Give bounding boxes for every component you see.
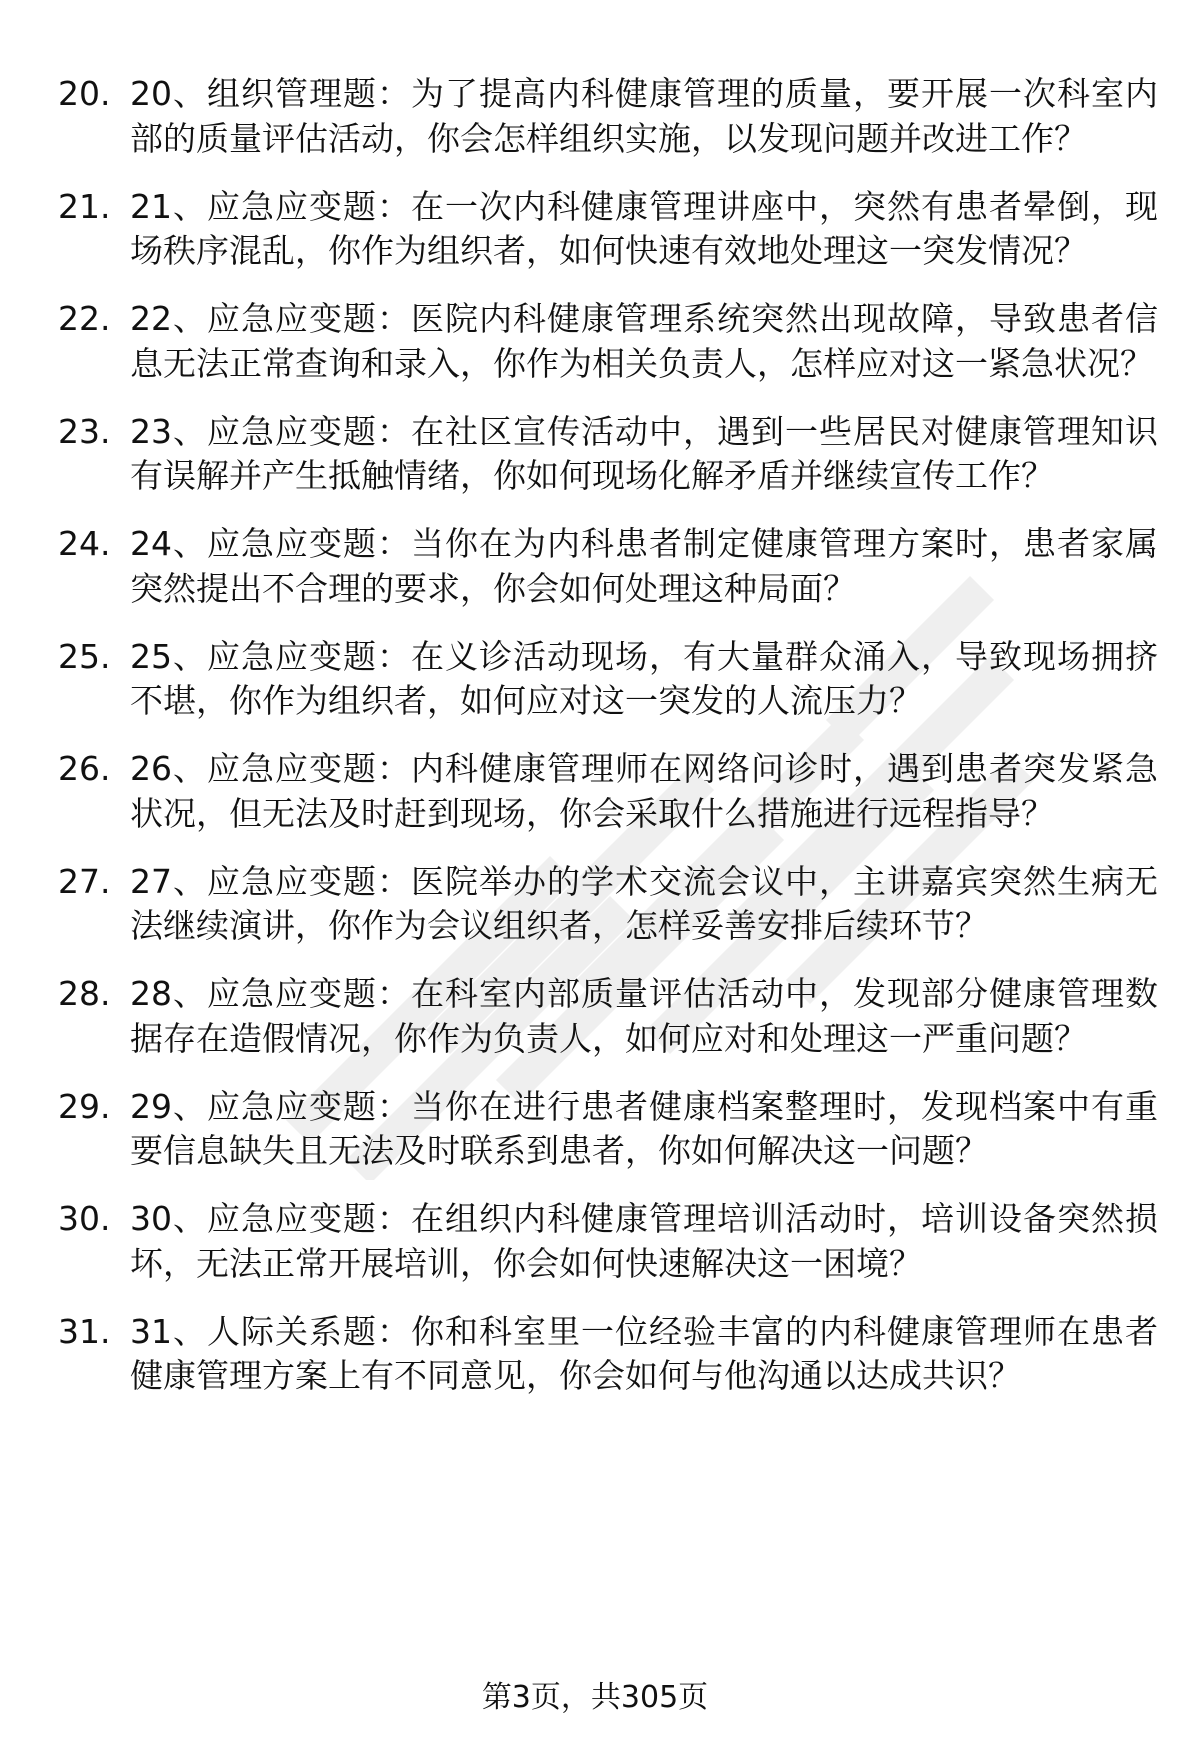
question-text: 25、应急应变题：在义诊活动现场，有大量群众涌入，导致现场拥挤不堪，你作为组织者，如何应对这一突发的人流压力？ — [130, 636, 1158, 720]
question-text: 30、应急应变题：在组织内科健康管理培训活动时，培训设备突然损坏，无法正常开展培训，你会如何快速解决这一困境？ — [130, 1199, 1158, 1283]
list-item — [58, 522, 1158, 611]
question-number: 20. — [58, 74, 111, 113]
question-number: 22. — [58, 299, 111, 338]
list-item — [58, 297, 1158, 386]
list-item — [58, 1197, 1158, 1286]
list-item — [58, 410, 1158, 499]
question-text: 26、应急应变题：内科健康管理师在网络问诊时，遇到患者突发紧急状况，但无法及时赶到现场，你会采取什么措施进行远程指导？ — [130, 749, 1158, 833]
list-item — [58, 860, 1158, 949]
question-list — [58, 72, 1158, 1422]
question-number: 25. — [58, 636, 111, 676]
question-text: 28、应急应变题：在科室内部质量评估活动中，发现部分健康管理数据存在造假情况，你作为负责人，如何应对和处理这一严重问题？ — [130, 974, 1158, 1058]
list-item — [58, 1310, 1158, 1399]
question-text: 22、应急应变题：医院内科健康管理系统突然出现故障，导致患者信息无法正常查询和录入，你作为相关负责人，怎样应对这一紧急状况？ — [130, 299, 1158, 383]
question-text: 23、应急应变题：在社区宣传活动中，遇到一些居民对健康管理知识有误解并产生抵触情绪，你如何现场化解矛盾并继续宣传工作？ — [130, 411, 1158, 495]
question-number: 21. — [58, 186, 111, 226]
question-number: 28. — [58, 974, 111, 1013]
question-text: 20、组织管理题：为了提高内科健康管理的质量，要开展一次科室内部的质量评估活动，你会怎样组织实施，以发现问题并改进工作？ — [130, 74, 1158, 158]
list-item — [58, 635, 1158, 724]
question-text: 29、应急应变题：当你在进行患者健康档案整理时，发现档案中有重要信息缺失且无法及时联系到患者，你如何解决这一问题？ — [130, 1086, 1158, 1170]
question-number: 26. — [58, 749, 111, 788]
question-text: 27、应急应变题：医院举办的学术交流会议中，主讲嘉宾突然生病无法继续演讲，你作为会议组织者，怎样妥善安排后续环节？ — [130, 861, 1158, 945]
page-footer: 第3页，共305页 — [481, 1680, 709, 1715]
question-number: 23. — [58, 411, 111, 451]
list-item — [58, 185, 1158, 274]
question-text: 21、应急应变题：在一次内科健康管理讲座中，突然有患者晕倒，现场秩序混乱，你作为组织者，如何快速有效地处理这一突发情况？ — [130, 186, 1158, 270]
question-text: 31、人际关系题：你和科室里一位经验丰富的内科健康管理师在患者健康管理方案上有不同意见，你会如何与他沟通以达成共识？ — [130, 1311, 1158, 1395]
question-number: 30. — [58, 1199, 111, 1238]
question-text: 24、应急应变题：当你在为内科患者制定健康管理方案时，患者家属突然提出不合理的要求，你会如何处理这种局面？ — [130, 524, 1158, 608]
list-item — [58, 747, 1158, 836]
list-item — [58, 72, 1158, 161]
list-item — [58, 1085, 1158, 1174]
question-number: 31. — [58, 1311, 111, 1351]
list-item — [58, 972, 1158, 1061]
question-number: 24. — [58, 524, 111, 563]
question-number: 27. — [58, 861, 111, 901]
question-number: 29. — [58, 1086, 111, 1126]
